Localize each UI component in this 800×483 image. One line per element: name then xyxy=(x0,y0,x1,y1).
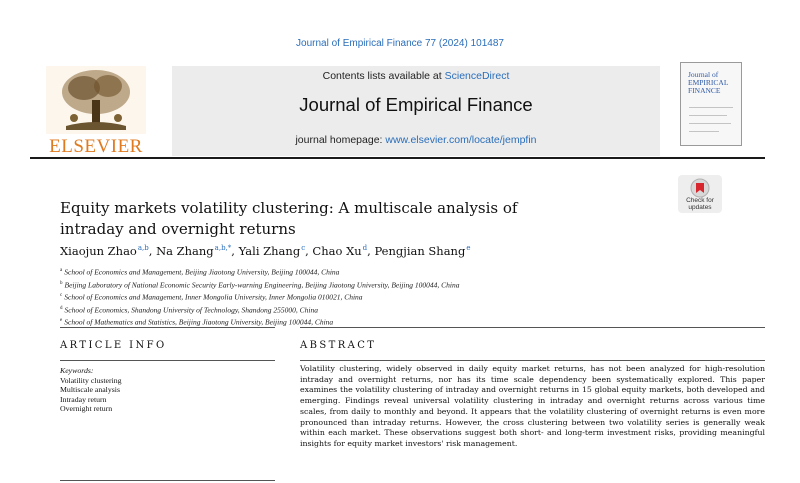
affiliation-mark: a xyxy=(60,268,63,273)
author[interactable] xyxy=(60,244,156,258)
keyword-item: Multiscale analysis xyxy=(60,385,120,394)
article-info-top-rule xyxy=(60,327,275,328)
article-info-heading: ARTICLE INFO xyxy=(60,340,167,351)
affiliation-text: School of Economics and Management, Beijing Jiaotong University, Beijing 100044, China xyxy=(64,267,340,277)
author-name: Pengjian Shang xyxy=(374,244,466,258)
check-label-line2: updates xyxy=(688,204,712,211)
journal-header-band xyxy=(172,66,660,156)
author-separator: , xyxy=(231,244,239,258)
author[interactable] xyxy=(239,244,313,258)
check-for-updates-icon xyxy=(690,178,710,198)
author-separator: , xyxy=(148,244,157,258)
article-info-bottom-rule xyxy=(60,360,275,361)
author-affiliation-marks[interactable]: c xyxy=(301,244,306,253)
article-info-footer-rule xyxy=(60,480,275,481)
author-separator: , xyxy=(367,244,375,258)
affiliation-mark: b xyxy=(60,280,63,286)
affiliation-item xyxy=(60,278,740,291)
elsevier-logo[interactable] xyxy=(30,66,162,158)
homepage-prefix: journal homepage: xyxy=(295,134,383,146)
elsevier-wordmark: ELSEVIER xyxy=(49,136,143,157)
contents-line xyxy=(172,70,660,82)
author-name: Xiaojun Zhao xyxy=(60,244,137,258)
header-divider xyxy=(30,157,765,159)
cover-rule xyxy=(689,115,727,116)
cover-rule xyxy=(689,107,733,108)
title-line-2: intraday and overnight returns xyxy=(60,220,296,238)
keyword-item: Intraday return xyxy=(60,394,107,404)
cover-rule xyxy=(689,131,719,132)
homepage-link[interactable]: www.elsevier.com/locate/jempfin xyxy=(385,134,537,146)
affiliation-item xyxy=(60,315,740,328)
affiliation-mark: e xyxy=(60,318,63,323)
journal-cover-thumbnail[interactable] xyxy=(680,62,742,146)
check-label-line1: Check for xyxy=(686,197,714,204)
keywords-block xyxy=(60,366,275,414)
author[interactable] xyxy=(156,244,239,258)
abstract-bottom-rule xyxy=(300,360,765,361)
journal-name: Journal of Empirical Finance xyxy=(299,94,533,115)
affiliation-mark: c xyxy=(60,293,63,298)
sciencedirect-link[interactable]: ScienceDirect xyxy=(444,70,510,82)
affiliation-text: School of Economics, Shandong University of Technology, Shandong 255000, China xyxy=(64,305,318,314)
check-for-updates-button[interactable] xyxy=(678,175,722,213)
affiliation-text: School of Mathematics and Statistics, Beijing Jiaotong University, Beijing 100044, China xyxy=(64,317,334,327)
affiliation-item xyxy=(60,290,740,303)
author-affiliation-marks[interactable]: d xyxy=(362,244,368,253)
journal-citation[interactable]: Journal of Empirical Finance 77 (2024) 101487 xyxy=(296,38,504,49)
affiliation-text: Beijing Laboratory of National Economic Security Early-warning Engineering, Beijing Jiaotong University, Beijing 100044, China xyxy=(64,280,460,289)
author-list xyxy=(60,244,700,258)
affiliation-mark: d xyxy=(60,305,63,311)
affiliation-text: School of Economics and Management, Inner Mongolia University, Inner Mongolia 010021, China xyxy=(64,292,363,302)
author-name: Chao Xu xyxy=(312,244,362,258)
homepage-line xyxy=(172,134,660,146)
keyword-item: Volatility clustering xyxy=(60,375,122,385)
elsevier-tree-icon xyxy=(46,66,146,134)
author-affiliation-marks[interactable]: e xyxy=(466,244,471,253)
abstract-text: Volatility clustering, widely observed in daily equity market returns, has not been analyzed for high-resolution intraday and overnight returns, nor has its time scale dependency been systematically explored. This paper examines the volatility clustering of intraday and overnight returns in 15 global equity markets, both developed and emerging. Findings reveal universal volatility clustering in intraday and overnight returns across various time scales, from daily to monthly and beyond. It appears that the volatility clustering of overnight returns is even more pronounced than intraday returns. However, the cross clustering between two volatility series is generally weak within each market. These observations suggest both short- and long-term investment risks, providing meaningful insights for equity market investors' risk management. xyxy=(300,364,765,448)
author[interactable] xyxy=(312,244,374,258)
author[interactable] xyxy=(374,244,470,258)
check-for-updates-label xyxy=(678,197,722,211)
author-affiliation-marks[interactable]: a,b xyxy=(137,244,149,253)
author-name: Yali Zhang xyxy=(238,244,301,258)
affiliation-list xyxy=(60,265,740,328)
cover-title: Journal of EMPIRICAL FINANCE xyxy=(688,70,729,95)
keyword-item: Overnight return xyxy=(60,404,113,413)
affiliation-item xyxy=(60,303,740,316)
keywords-label: Keywords: xyxy=(60,366,94,375)
author-name: Na Zhang xyxy=(156,244,214,258)
contents-prefix: Contents lists available at xyxy=(322,70,442,82)
affiliation-item xyxy=(60,265,740,278)
author-separator: , xyxy=(305,244,313,258)
abstract-top-rule xyxy=(300,327,765,328)
author-affiliation-marks[interactable]: a,b,* xyxy=(214,244,232,253)
cover-rule xyxy=(689,123,731,124)
abstract-heading: ABSTRACT xyxy=(300,340,377,351)
article-title xyxy=(60,198,640,240)
title-line-1: Equity markets volatility clustering: A multiscale analysis of xyxy=(60,199,518,217)
